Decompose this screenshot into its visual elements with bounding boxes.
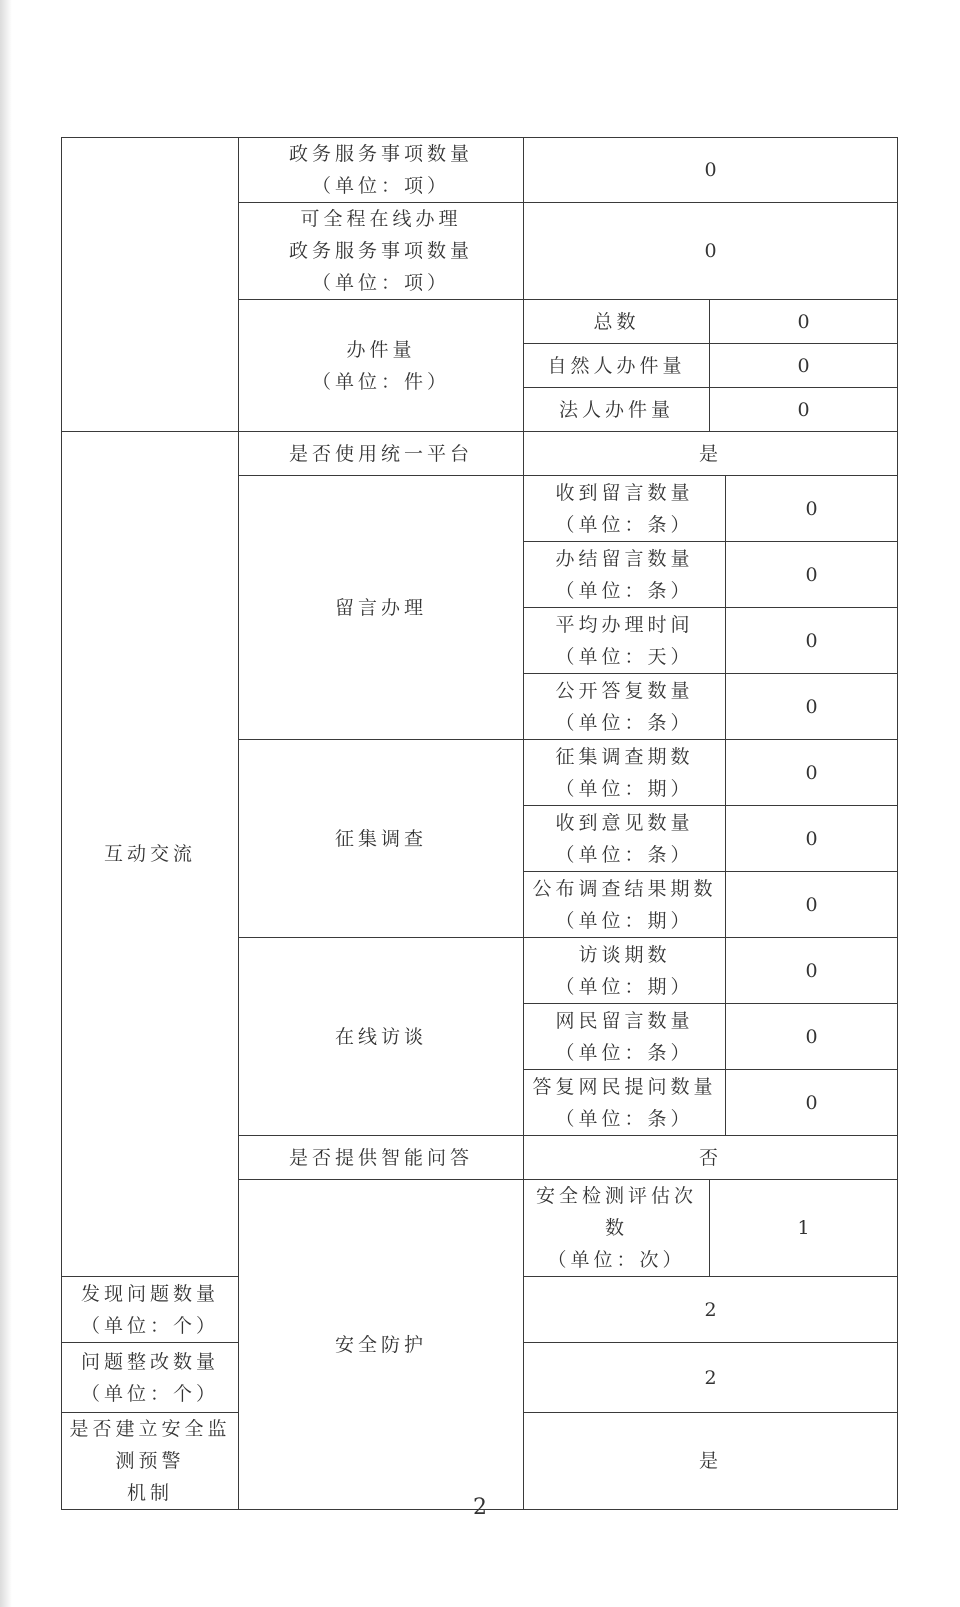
security-category: 安全防护: [239, 1180, 524, 1510]
interview-questions-label: 答复网民提问数量 （单位：条）: [524, 1070, 726, 1136]
interview-questions-value: 0: [726, 1070, 898, 1136]
warning-mechanism-value: 是: [524, 1413, 898, 1510]
survey-periods-value: 0: [726, 740, 898, 806]
handling-total-label: 总数: [524, 300, 710, 344]
assessments-value: 1: [710, 1180, 898, 1277]
table-row: [62, 432, 898, 476]
messages-public-replies-value: 0: [726, 674, 898, 740]
smart-qa-value: 否: [524, 1136, 898, 1180]
messages-label: 留言办理: [239, 476, 524, 740]
interaction-category: 互动交流: [62, 432, 239, 1277]
issues-found-label: 发现问题数量 （单位：个）: [62, 1277, 239, 1343]
messages-public-replies-label: 公开答复数量 （单位：条）: [524, 674, 726, 740]
page-number: 2: [473, 1495, 487, 1520]
handling-legal-person-label: 法人办件量: [524, 388, 710, 432]
messages-avg-time-value: 0: [726, 608, 898, 674]
unified-platform-label: 是否使用统一平台: [239, 432, 524, 476]
handling-natural-person-value: 0: [710, 344, 898, 388]
handling-label: 办件量 （单位：件）: [239, 300, 524, 432]
handling-legal-person-value: 0: [710, 388, 898, 432]
survey-periods-label: 征集调查期数 （单位：期）: [524, 740, 726, 806]
messages-completed-value: 0: [726, 542, 898, 608]
issues-fixed-label: 问题整改数量 （单位：个）: [62, 1343, 239, 1413]
online-items-count-value: 0: [524, 203, 898, 300]
interview-label: 在线访谈: [239, 938, 524, 1136]
handling-total-value: 0: [710, 300, 898, 344]
handling-natural-person-label: 自然人办件量: [524, 344, 710, 388]
messages-received-label: 收到留言数量 （单位：条）: [524, 476, 726, 542]
survey-opinions-label: 收到意见数量 （单位：条）: [524, 806, 726, 872]
assessments-label: 安全检测评估次数 （单位：次）: [524, 1180, 710, 1277]
table-row: [62, 138, 898, 203]
survey-results-value: 0: [726, 872, 898, 938]
survey-results-label: 公布调查结果期数 （单位：期）: [524, 872, 726, 938]
interview-netizen-messages-value: 0: [726, 1004, 898, 1070]
report-table: [61, 137, 898, 1510]
smart-qa-label: 是否提供智能问答: [239, 1136, 524, 1180]
messages-received-value: 0: [726, 476, 898, 542]
warning-mechanism-label: 是否建立安全监测预警 机制: [62, 1413, 239, 1510]
messages-completed-label: 办结留言数量 （单位：条）: [524, 542, 726, 608]
items-count-value: 0: [524, 138, 898, 203]
messages-avg-time-label: 平均办理时间 （单位：天）: [524, 608, 726, 674]
survey-opinions-value: 0: [726, 806, 898, 872]
items-count-label: 政务服务事项数量 （单位：项）: [239, 138, 524, 203]
issues-fixed-value: 2: [524, 1343, 898, 1413]
survey-label: 征集调查: [239, 740, 524, 938]
issues-found-value: 2: [524, 1277, 898, 1343]
unified-platform-value: 是: [524, 432, 898, 476]
page-edge-shadow: [0, 0, 12, 1607]
interview-netizen-messages-label: 网民留言数量 （单位：条）: [524, 1004, 726, 1070]
interview-periods-value: 0: [726, 938, 898, 1004]
online-items-count-label: 可全程在线办理 政务服务事项数量 （单位：项）: [239, 203, 524, 300]
interview-periods-label: 访谈期数 （单位：期）: [524, 938, 726, 1004]
category-cell-blank: [62, 138, 239, 432]
